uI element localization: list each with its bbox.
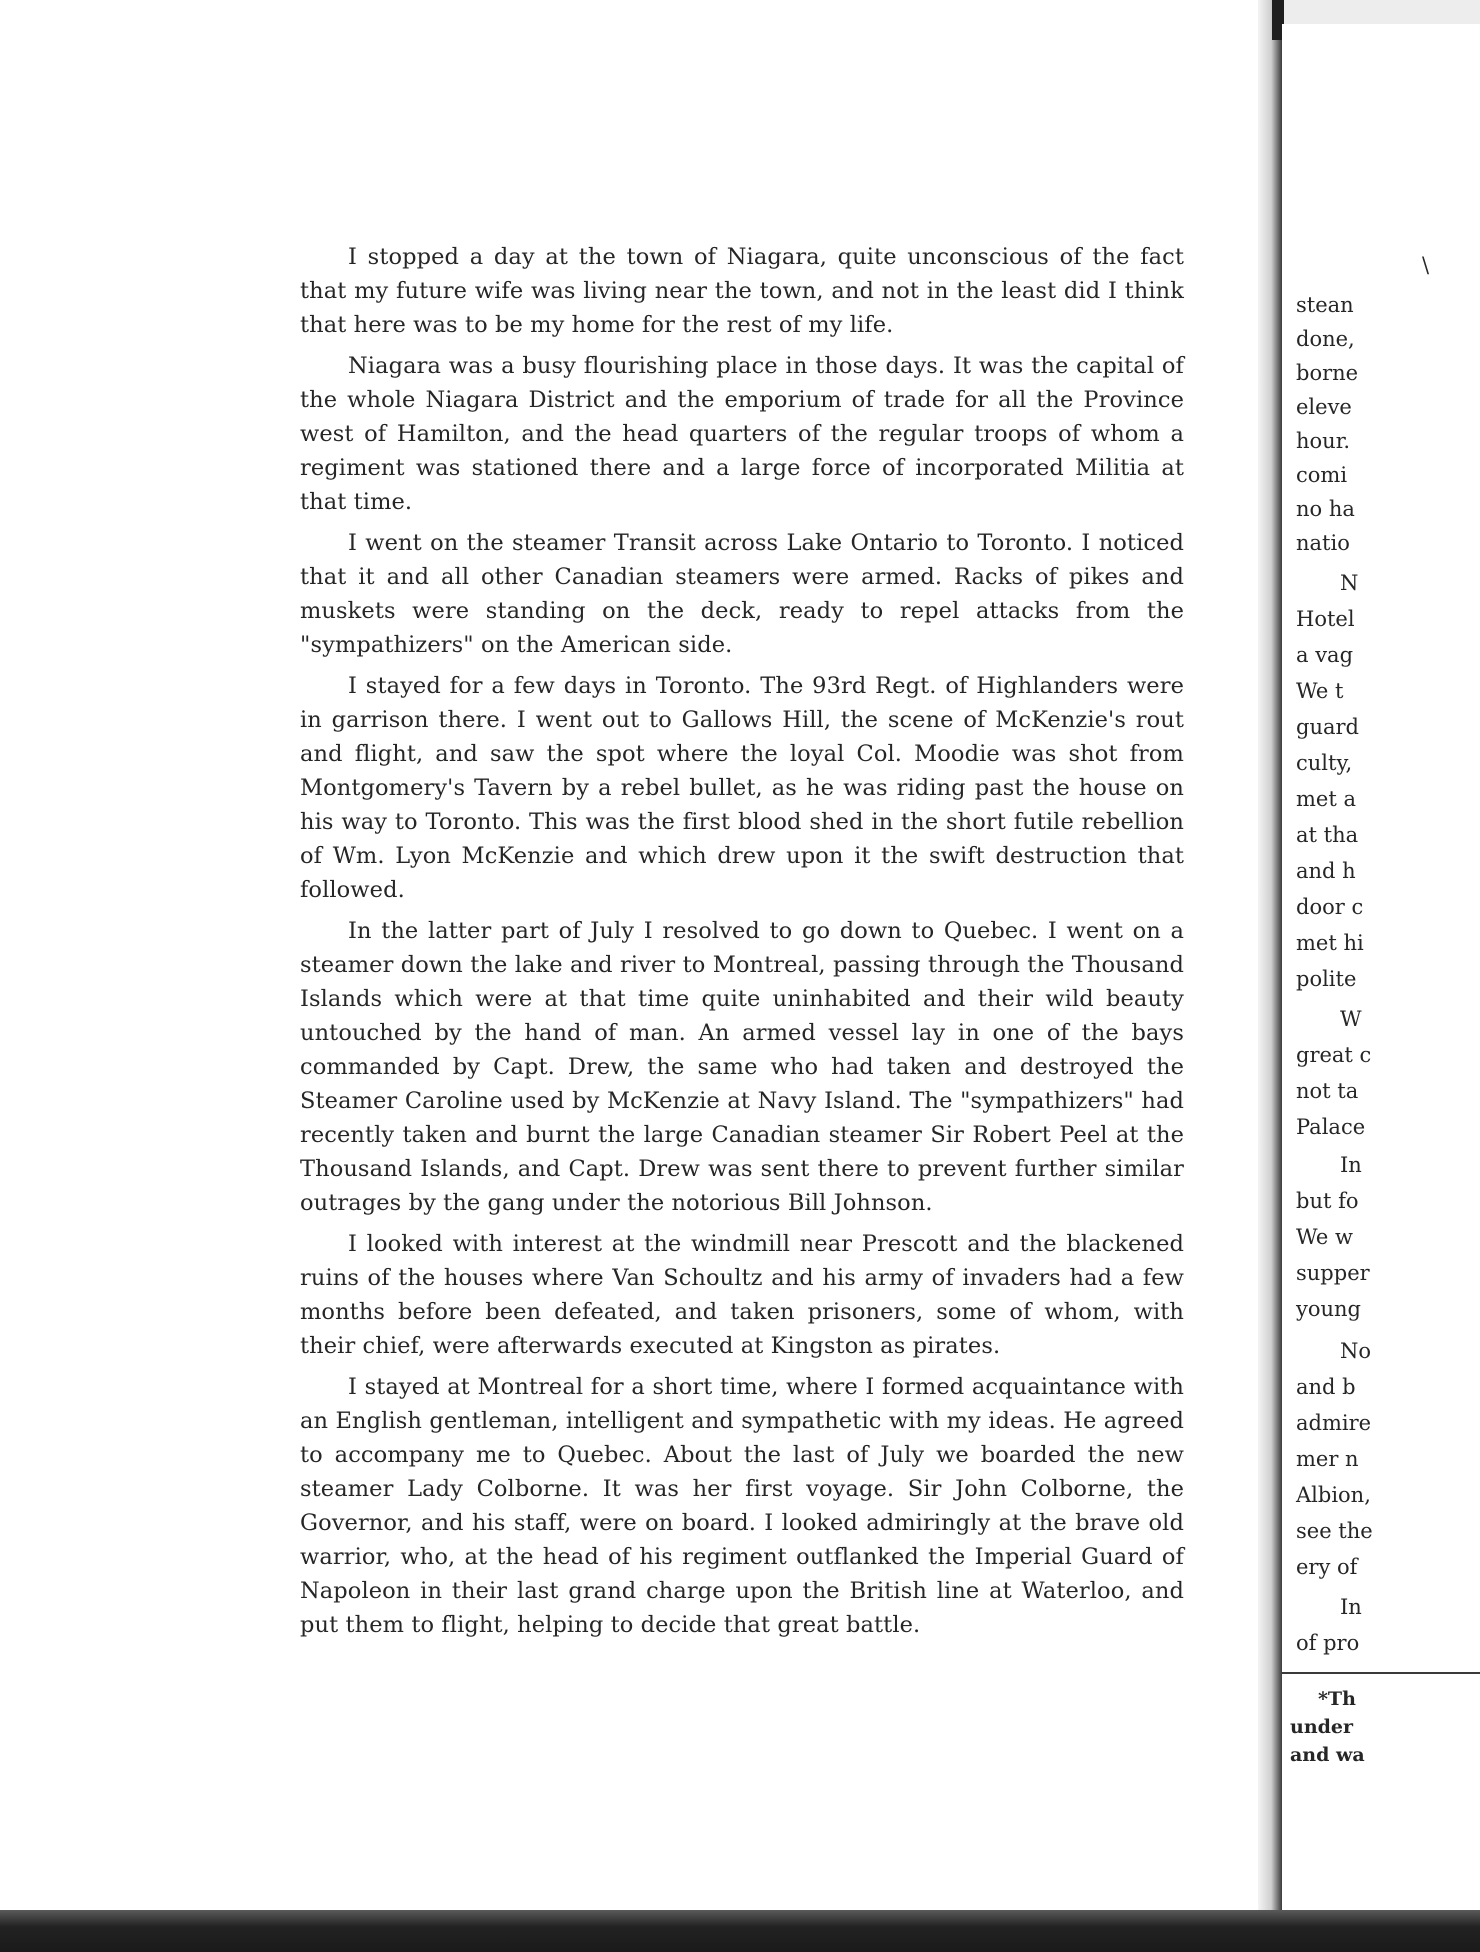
right-page-line: at tha (1296, 823, 1359, 847)
paragraph: I stopped a day at the town of Niagara, quite unconscious of the fact that my future wife was living near the town, and not in the least did I think that here was to be my home for the rest of my life. (300, 244, 1184, 338)
paragraph: I looked with interest at the windmill near Prescott and the blackened ruins of the houses where Van Schoultz and his army of invaders had a few months before been defeated, and taken prisoners, some of whom, with their chief, were afterwards executed at Kingston as pirates. (300, 1231, 1184, 1359)
right-page-line: guard (1296, 715, 1359, 739)
scanner-bottom-edge (0, 1910, 1480, 1952)
right-page-line: no ha (1296, 497, 1355, 521)
right-page-line: Albion, (1296, 1483, 1371, 1507)
right-page-line: comi (1296, 463, 1348, 487)
footnote-line: *Th (1318, 1688, 1356, 1710)
right-page-line: stean (1296, 293, 1354, 317)
right-page-line: Hotel (1296, 607, 1355, 631)
paragraph: I went on the steamer Transit across Lake Ontario to Toronto. I noticed that it and all other Canadian steamers were armed. Racks of pikes and muskets were standing on the deck, ready to repel attacks from the "sympathizers" on the American side. (300, 530, 1184, 658)
right-page-line: N (1340, 571, 1359, 595)
right-page-line: We w (1296, 1225, 1353, 1249)
right-page-line: ery of (1296, 1555, 1358, 1579)
right-page-line: door c (1296, 895, 1364, 919)
right-page-line: No (1340, 1339, 1372, 1363)
footnote-line: and wa (1290, 1744, 1365, 1766)
left-page-body-text (300, 240, 1184, 1649)
paragraph: I stayed for a few days in Toronto. The 93rd Regt. of Highlanders were in garrison there. I went out to Gallows Hill, the scene of McKenzie's rout and flight, and saw the spot where the loyal Col. Moodie was shot from Montgomery's Tavern by a rebel bullet, as he was riding past the house on his way to Toronto. This was the first blood shed in the short futile rebellion of Wm. Lyon McKenzie and which drew upon it the swift destruction that followed. (300, 673, 1184, 903)
right-page-line: We t (1296, 679, 1344, 703)
footnote-line: under (1290, 1716, 1354, 1738)
right-page-line: hour. (1296, 429, 1351, 453)
right-page-line: of pro (1296, 1631, 1360, 1655)
right-page-line: supper (1296, 1261, 1370, 1285)
footnote-divider (1282, 1672, 1480, 1674)
right-page-line: not ta (1296, 1079, 1359, 1103)
right-page-line: but fo (1296, 1189, 1359, 1213)
right-page-line: natio (1296, 531, 1350, 555)
right-page-cropped (1282, 24, 1480, 1910)
right-page-line: and h (1296, 859, 1356, 883)
paragraph: In the latter part of July I resolved to go down to Quebec. I went on a steamer down the lake and river to Montreal, passing through the Thousand Islands which were at that time quite uninhabited and their wild beauty untouched by the hand of man. An armed vessel lay in one of the bays commanded by Capt. Drew, the same who had taken and destroyed the Steamer Caroline used by McKenzie at Navy Island. The "sympathizers" had recently taken and burnt the large Canadian steamer Sir Robert Peel at the Thousand Islands, and Capt. Drew was sent there to prevent further similar outrages by the gang under the notorious Bill Johnson. (300, 918, 1184, 1216)
right-page-line: polite (1296, 967, 1357, 991)
right-page-line: W (1340, 1007, 1362, 1031)
right-page-line: Palace (1296, 1115, 1366, 1139)
right-page-line: \ (1422, 253, 1430, 277)
right-page-line: culty, (1296, 751, 1353, 775)
right-page-line: great c (1296, 1043, 1372, 1067)
paragraph: I stayed at Montreal for a short time, where I formed acquaintance with an English gentleman, intelligent and sympathetic with my ideas. He agreed to accompany me to Quebec. About the last of July we boarded the new steamer Lady Colborne. It was her first voyage. Sir John Colborne, the Governor, and his staff, were on board. I looked admiringly at the brave old warrior, who, at the head of his regiment outflanked the Imperial Guard of Napoleon in their last grand charge upon the British line at Waterloo, and put them to flight, helping to decide that great battle. (300, 1374, 1184, 1638)
right-page-line: admire (1296, 1411, 1372, 1435)
right-page-line: young (1296, 1297, 1361, 1321)
right-page-line: In (1340, 1153, 1362, 1177)
right-page-line: a vag (1296, 643, 1354, 667)
right-page-line: met hi (1296, 931, 1364, 955)
right-page-line: borne (1296, 361, 1359, 385)
paragraph: Niagara was a busy flourishing place in those days. It was the capital of the whole Niagara District and the emporium of trade for all the Province west of Hamilton, and the head quarters of the regular troops of whom a regiment was stationed there and a large force of incorporated Militia at that time. (300, 353, 1184, 515)
right-page-line: done, (1296, 327, 1355, 351)
right-page-line: met a (1296, 787, 1356, 811)
right-page-line: eleve (1296, 395, 1352, 419)
right-page-line: mer n (1296, 1447, 1359, 1471)
right-page-line: In (1340, 1595, 1362, 1619)
page-gutter-shadow (1258, 0, 1282, 1910)
right-page-line: see the (1296, 1519, 1373, 1543)
right-page-line: and b (1296, 1375, 1356, 1399)
